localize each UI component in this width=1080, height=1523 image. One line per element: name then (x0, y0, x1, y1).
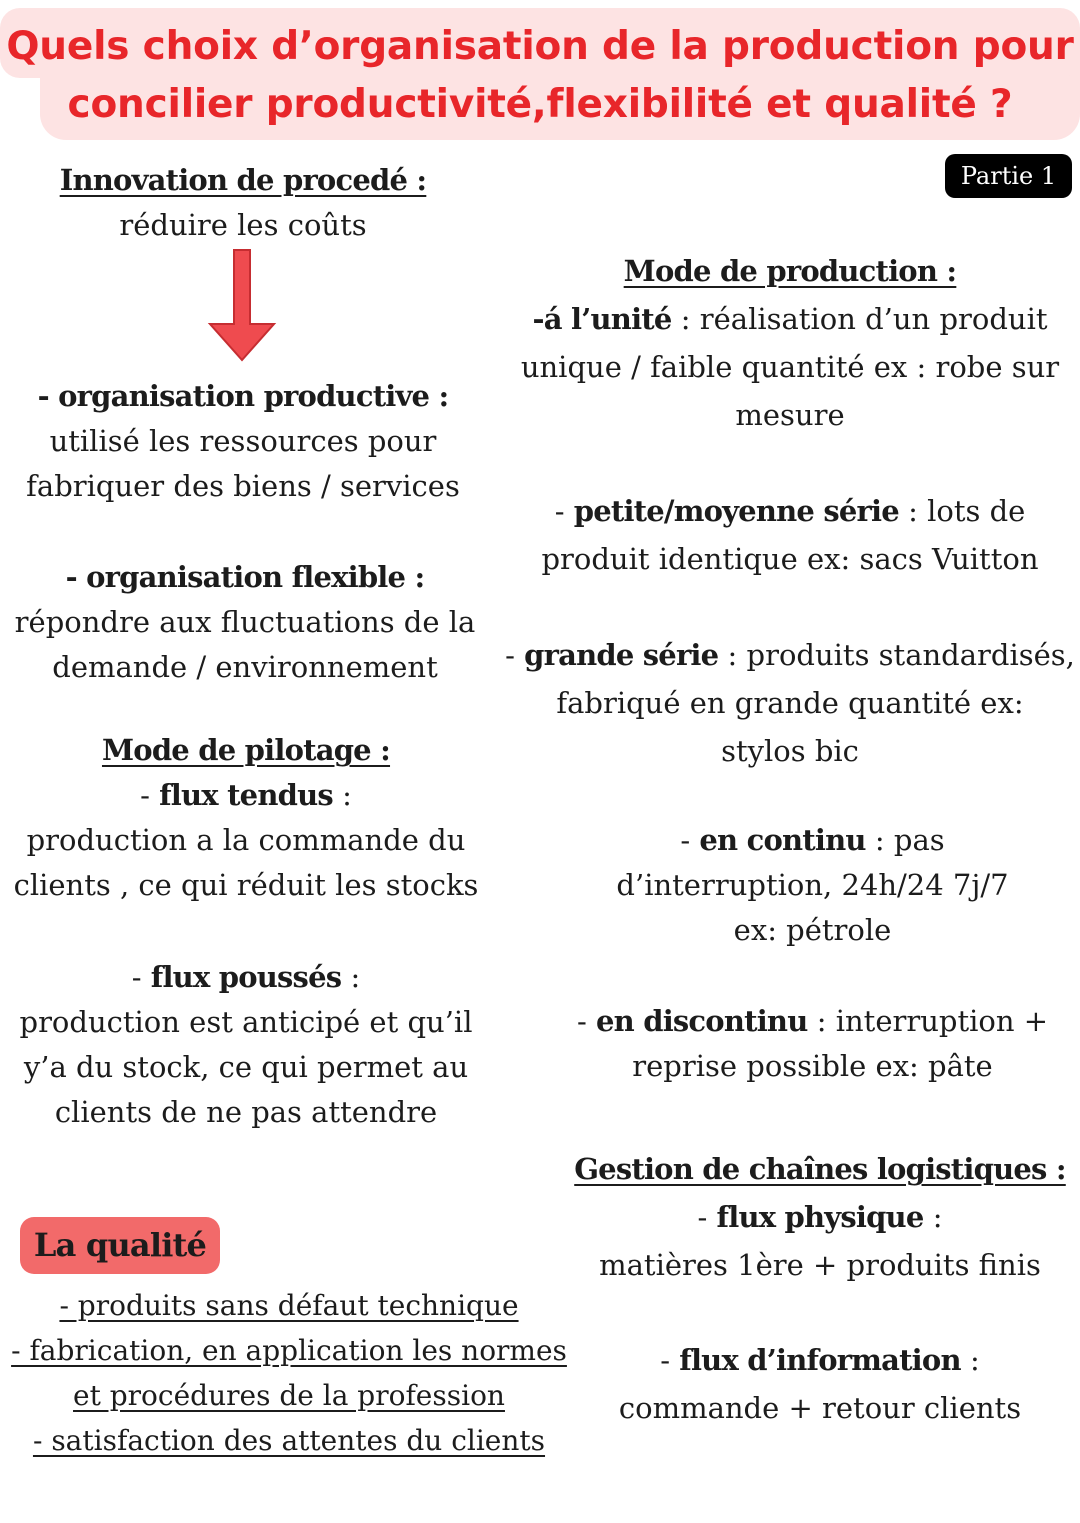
page-title: Quels choix d’organisation de la production pour concilier productivité,flexibilité et qualité ? (6, 24, 1074, 127)
discontinu-label: en discontinu (595, 1004, 808, 1038)
grande-serie-line: - grande série : produits standardisés, (505, 638, 1075, 672)
flux-pousses-text-2: y’a du stock, ce qui permet au (23, 1050, 469, 1084)
flux-pousses-label: flux poussés (150, 960, 342, 994)
grande-serie-text-2: fabriqué en grande quantité ex: (556, 686, 1024, 720)
petite-serie-line: - petite/moyenne série : lots de (554, 494, 1026, 528)
flux-information-section (560, 1336, 1080, 1432)
quality-item: - fabrication, en application les normes (11, 1334, 567, 1367)
unite-text-3: mesure (735, 398, 845, 432)
flux-physique-line: - flux physique : (697, 1200, 943, 1234)
flux-tendus-label: flux tendus (159, 778, 333, 812)
organisation-flexible-section (0, 555, 490, 690)
discontinu-line: - en discontinu : interruption + (576, 1004, 1049, 1038)
organisation-flexible-label: - organisation flexible : (65, 560, 425, 594)
innovation-text: réduire les coûts (119, 208, 367, 242)
innovation-heading: Innovation de procedé : (59, 163, 427, 197)
pilotage-heading: Mode de pilotage : (101, 733, 391, 767)
grande-serie-text-3: stylos bic (721, 734, 859, 768)
quality-label: La qualité (20, 1217, 220, 1274)
unite-line: -á l’unité : réalisation d’un produit (532, 302, 1048, 336)
flux-tendus-line: - flux tendus : (140, 778, 352, 812)
quality-item: - satisfaction des attentes du clients (32, 1424, 546, 1457)
discontinu-section (545, 999, 1080, 1089)
flux-physique-label: flux physique (716, 1200, 924, 1234)
unite-text-2: unique / faible quantité ex : robe sur (520, 350, 1060, 384)
flux-information-line: - flux d’information : (660, 1343, 980, 1377)
organisation-productive-section (0, 374, 486, 509)
logistique-section (560, 1145, 1080, 1289)
continu-section (545, 818, 1080, 953)
continu-line: - en continu : pas (680, 823, 945, 857)
production-heading: Mode de production : (623, 254, 957, 288)
discontinu-text-2: reprise possible ex: pâte (632, 1049, 993, 1083)
flux-tendus-text-2: clients , ce qui réduit les stocks (13, 868, 479, 902)
flux-pousses-text-3: clients de ne pas attendre (54, 1095, 438, 1129)
organisation-flexible-text-1: répondre aux fluctuations de la (14, 605, 476, 639)
continu-text-2: d’interruption, 24h/24 7j/7 (616, 868, 1009, 902)
production-section (500, 247, 1080, 439)
logistique-heading: Gestion de chaînes logistiques : (574, 1152, 1066, 1186)
quality-list (0, 1283, 578, 1463)
quality-item: - produits sans défaut technique (59, 1289, 519, 1322)
petite-serie-text-2: produit identique ex: sacs Vuitton (541, 542, 1039, 576)
flux-pousses-section (0, 955, 492, 1135)
grande-serie-section (500, 631, 1080, 775)
part-badge: Partie 1 (945, 154, 1072, 198)
grande-serie-label: grande série (524, 638, 719, 672)
flux-information-text: commande + retour clients (618, 1391, 1022, 1425)
petite-serie-section (500, 487, 1080, 583)
continu-text-3: ex: pétrole (733, 913, 892, 947)
flux-tendus-text-1: production a la commande du (26, 823, 466, 857)
flux-information-label: flux d’information (679, 1343, 961, 1377)
pilotage-section (0, 728, 492, 908)
flux-pousses-text-1: production est anticipé et qu’il (19, 1005, 473, 1039)
organisation-productive-text-1: utilisé les ressources pour (49, 424, 437, 458)
unite-label: -á l’unité (532, 302, 672, 336)
organisation-flexible-text-2: demande / environnement (52, 650, 438, 684)
organisation-productive-label: - organisation productive : (37, 379, 449, 413)
petite-serie-label: petite/moyenne série (573, 494, 899, 528)
organisation-productive-text-2: fabriquer des biens / services (26, 469, 460, 503)
flux-physique-text: matières 1ère + produits finis (599, 1248, 1041, 1282)
down-arrow-icon (206, 248, 278, 364)
innovation-section (0, 158, 486, 248)
quality-item: et procédures de la profession (73, 1379, 505, 1412)
flux-pousses-line: - flux poussés : (131, 960, 361, 994)
continu-label: en continu (699, 823, 866, 857)
